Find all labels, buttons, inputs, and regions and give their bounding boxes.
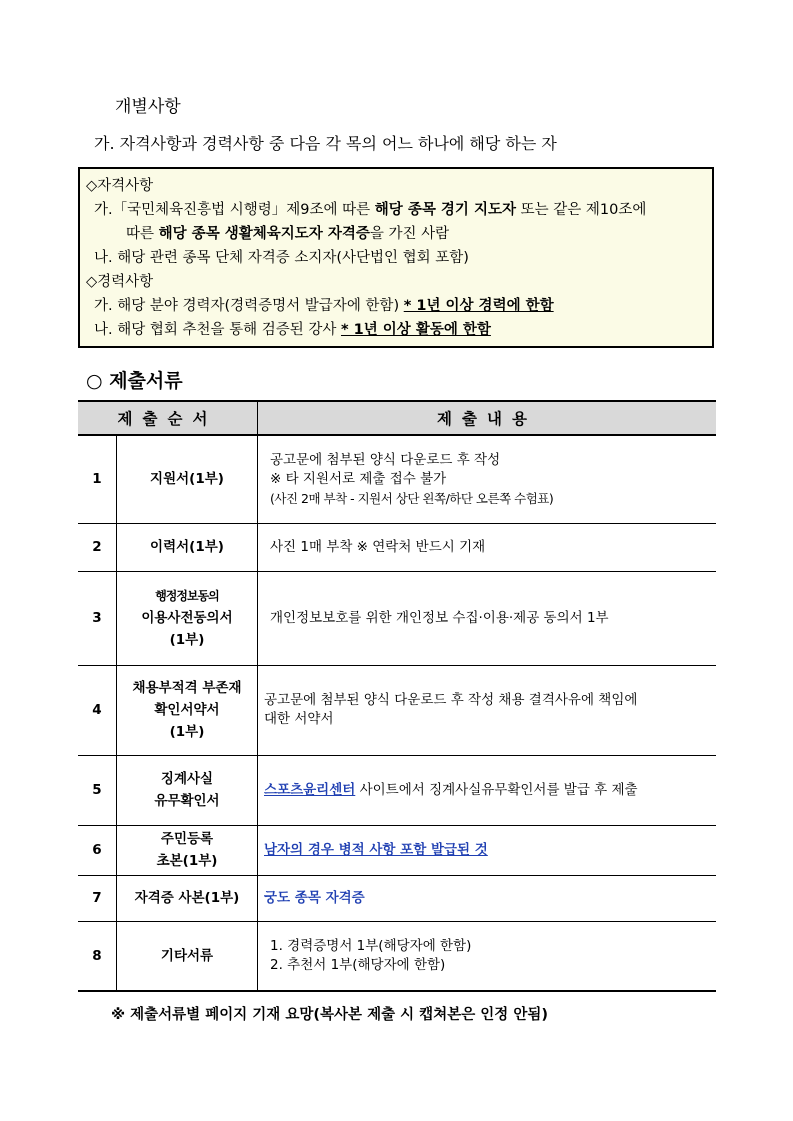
table-row: 7 자격증 사본(1부) 궁도 종목 자격증	[78, 875, 716, 921]
table-row: 8 기타서류 1. 경력증명서 1부(해당자에 한함) 2. 추천서 1부(해당자에 한함)	[78, 921, 716, 991]
footnote: ※ 제출서류별 페이지 기재 요망(복사본 제출 시 캡쳐본은 인정 안됨)	[111, 1007, 548, 1023]
table-row: 6 주민등록 초본(1부) 남자의 경우 병적 사항 포함 발급된 것	[78, 825, 716, 875]
header-content: 제출내용	[258, 401, 717, 435]
heading-individual: 개별사항	[115, 97, 181, 117]
qual-item-a: 가.「국민체육진흥법 시행령」제9조에 따른 해당 종목 경기 지도자 또는 같은 제10조에	[94, 202, 647, 218]
qual-item-b: 나. 해당 관련 종목 단체 자격증 소지자(사단법인 협회 포함)	[94, 250, 469, 266]
qual-title: ◇자격사항	[86, 178, 154, 194]
requirements-box	[78, 167, 714, 348]
documents-table	[78, 400, 716, 992]
ethics-center-link[interactable]: 스포츠윤리센터	[264, 781, 356, 798]
qual-item-a-cont: 따른 해당 종목 생활체육지도자 자격증을 가진 사람	[126, 226, 450, 242]
header-order: 제출순서	[78, 401, 258, 435]
career-title: ◇경력사항	[86, 274, 154, 290]
intro-line: 가. 자격사항과 경력사항 중 다음 각 목의 어느 하나에 해당 하는 자	[94, 134, 557, 153]
career-item-a: 가. 해당 분야 경력자(경력증명서 발급자에 한함) * 1년 이상 경력에 한함	[94, 298, 554, 314]
table-row: 4 채용부적격 부존재 확인서약서 (1부) 공고문에 첨부된 양식 다운로드 후 작성 채용 결격사유에 책임에 대한 서약서	[78, 665, 716, 755]
career-item-b: 나. 해당 협회 추천을 통해 검증된 강사 * 1년 이상 활동에 한함	[94, 322, 491, 338]
table-row: 1 지원서(1부) 공고문에 첨부된 양식 다운로드 후 작성 ※ 타 지원서로 제출 접수 불가 (사진 2매 부착 - 지원서 상단 왼쪽/하단 오른쪽 수험표)	[78, 435, 716, 523]
table-row: 3 행정정보동의 이용사전동의서 (1부) 개인정보보호를 위한 개인정보 수집·이용·제공 동의서 1부	[78, 571, 716, 665]
table-row: 2 이력서(1부) 사진 1매 부착 ※ 연락처 반드시 기재	[78, 523, 716, 571]
section-title: ○ 제출서류	[86, 370, 183, 392]
table-row: 5 징계사실 유무확인서 스포츠윤리센터 사이트에서 징계사실유무확인서를 발급 후 제출	[78, 755, 716, 825]
table-header	[78, 401, 716, 435]
